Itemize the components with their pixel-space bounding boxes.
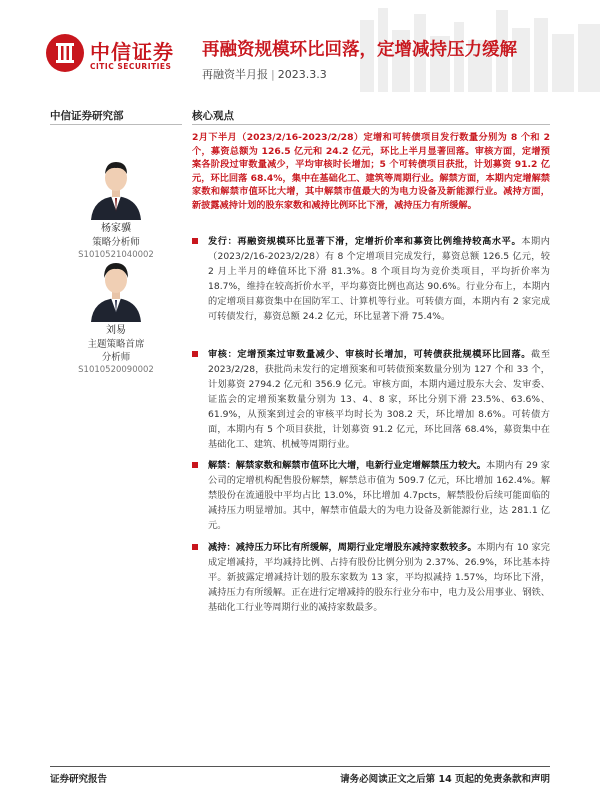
section-body — [208, 458, 550, 533]
report-header — [0, 0, 600, 92]
section-lead: 解禁：解禁家数和解禁市值环比大增，电新行业定增解禁压力较大。 — [208, 460, 487, 471]
footer-disclaimer-note: 请务必阅读正文之后第 14 页起的免责条款和声明 — [340, 774, 550, 785]
report-type: 再融资半月报 — [202, 68, 268, 81]
subtitle-separator: | — [271, 68, 275, 81]
bullet-square-icon — [192, 544, 198, 550]
analyst-role: 主题策略首席 — [87, 339, 145, 350]
bullet-square-icon — [192, 462, 198, 468]
section-lead: 发行：再融资规模环比显著下滑，定增折价率和募资比例维持较高水平。 — [208, 236, 522, 247]
section-body — [208, 234, 550, 324]
key-points-divider — [192, 124, 550, 125]
footer-report-label: 证券研究报告 — [50, 774, 108, 785]
analyst-certificate-id: S1010520090002 — [78, 365, 154, 375]
citic-securities-logo — [46, 32, 196, 80]
section-text: 本期内有 10 家完成定增减持，平均减持比例、占持有股份比例分别为 2.37%、26.9%，环比基本持平。新披露定增减持计划的股东家数为 13 家，平均拟减持 1.57%，均环比下滑，减持压力有所缓解。正在进行定增减持的股东行业分布中，电力及公用事业、钢铁、基础化工行业等周期行业的减持家数最多。 — [208, 542, 550, 613]
analyst-photo — [87, 152, 145, 220]
section-body — [208, 347, 550, 452]
key-points-heading: 核心观点 — [192, 110, 234, 122]
report-subtitle — [202, 66, 327, 82]
section-text: 截至 2023/2/28，获批尚未发行的定增预案和可转债预案数量分别为 127 个和 33 个，计划募资 2794.2 亿元和 356.9 亿元。审核方面，本期内通过股东大会、发审委、证监会的定增预案数量分别为 13、4、8 家，环比分别下滑 23.5%、63.6%、61.9%，从预案到过会的审核平均时长为 308.2 天，环比增加 8.6%。可转债方面，本期内有 5 个项目获批，计划募资 91.2 亿元，环比回落 68.4%，募资集中在基础化工、建筑、机械等周期行业。 — [208, 349, 551, 450]
section-lead: 审核：定增预案过审数量减少、审核时长增加，可转债获批规模环比回落。 — [208, 349, 532, 360]
logo-chinese-text: 中信证券 — [90, 40, 174, 64]
analyst-name: 刘易 — [106, 325, 126, 336]
section-review — [192, 347, 550, 452]
section-text: 本期内有 29 家公司的定增机构配售股份解禁，解禁总市值为 509.7 亿元，环比增加 162.4%。解禁股份在流通股中平均占比 13.0%，环比增加 4.7pcts，解禁股份后续可能面临的减持压力明显增加。其中，解禁市值最大的为电力设备及新能源行业，达 281.1 亿元。 — [208, 460, 550, 531]
section-reduction — [192, 540, 550, 615]
report-date: 2023.3.3 — [277, 68, 327, 81]
report-title: 再融资规模环比回落，定增减持压力缓解 — [202, 40, 517, 60]
section-body — [208, 540, 550, 615]
citic-logo-mark-icon — [46, 34, 84, 72]
key-points-summary: 2月下半月（2023/2/16-2023/2/28）定增和可转债项目发行数量分别为 8 个和 2 个，募资总额为 126.5 亿元和 24.2 亿元，环比上半月显著回落。审核方面，定增预案各阶段过审数量减少，平均审核时长增加；5 个可转债项目获批，计划募资 91.2 亿元，环比回落 68.4%，集中在基础化工、建筑等周期行业。解禁方面，本期内定增解禁家数和解禁市值环比大增，其中解禁市值最大的为电力设备及新能源行业。减持方面，新披露减持计划的股东家数和减持比例环比下滑，减持压力有所缓解。 — [192, 132, 550, 211]
section-unlock — [192, 458, 550, 533]
logo-english-text: CITIC SECURITIES — [90, 62, 172, 71]
section-text: 本期内（2023/2/16-2023/2/28）有 8 个定增项目完成发行，募资总额 126.5 亿元，较 2 月上半月的峰值环比下滑 81.3%。8 个项目均为竞价类项目，平均折价率为 18.7%，维持在较高折价水平，平均募资比例也高达 90.6%。行业分布上，本期内的定增项目募资集中在国防军工、计算机等行业。可转债方面，本期内有 2 家完成可转债发行，募资总额 24.2 亿元，环比显著下滑 75.4%。 — [208, 236, 550, 322]
analyst-role-secondary: 分析师 — [101, 352, 131, 363]
footer-divider — [50, 766, 550, 767]
analyst-certificate-id: S1010521040002 — [78, 250, 154, 260]
analyst-card — [50, 152, 182, 262]
analyst-photo — [87, 254, 145, 322]
bullet-square-icon — [192, 238, 198, 244]
section-issuance — [192, 234, 550, 324]
research-dept-heading: 中信证券研究部 — [50, 110, 124, 122]
analyst-role: 策略分析师 — [92, 237, 140, 248]
bullet-square-icon — [192, 351, 198, 357]
section-lead: 减持：减持压力环比有所缓解，周期行业定增股东减持家数较多。 — [208, 542, 477, 553]
analyst-name: 杨家骥 — [101, 223, 131, 234]
analyst-card — [50, 254, 182, 377]
left-heading-divider — [50, 124, 182, 125]
